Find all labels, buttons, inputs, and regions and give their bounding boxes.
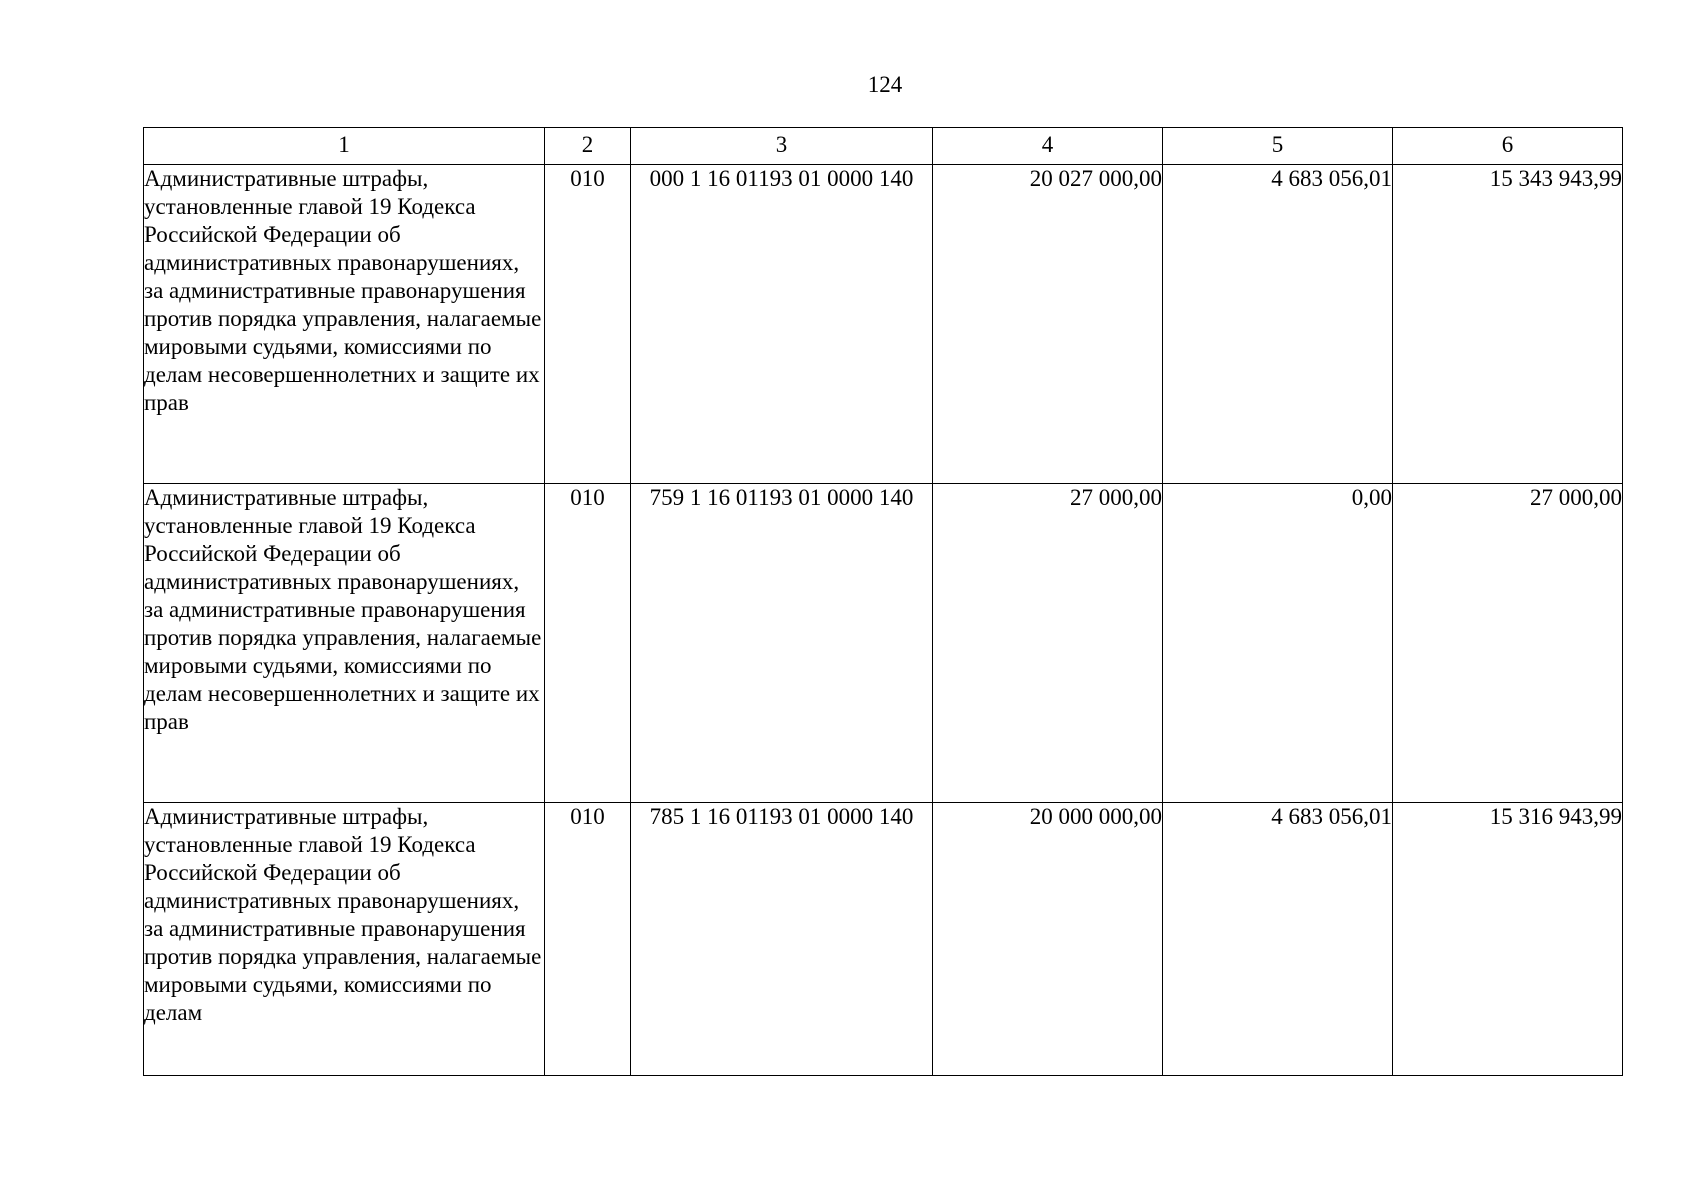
table-row <box>144 484 1623 803</box>
column-header-1: 1 <box>144 128 545 165</box>
row-description: Административные штрафы, установленные главой 19 Кодекса Российской Федерации об административных правонарушениях, за административные правонарушения против порядка управления, налагаемые мировыми судьями, комиссиями по делам <box>144 803 545 1076</box>
row-approved-amount: 27 000,00 <box>933 484 1163 803</box>
row-income-code: 759 1 16 01193 01 0000 140 <box>631 484 933 803</box>
row-executed-amount: 0,00 <box>1163 484 1393 803</box>
row-unexecuted-amount: 15 316 943,99 <box>1393 803 1623 1076</box>
column-header-4: 4 <box>933 128 1163 165</box>
column-header-6: 6 <box>1393 128 1623 165</box>
column-header-2: 2 <box>545 128 631 165</box>
column-header-5: 5 <box>1163 128 1393 165</box>
row-income-code: 000 1 16 01193 01 0000 140 <box>631 165 933 484</box>
report-table <box>143 127 1623 1076</box>
row-line-code: 010 <box>545 165 631 484</box>
page-number: 124 <box>867 72 903 97</box>
row-line-code: 010 <box>545 803 631 1076</box>
row-executed-amount: 4 683 056,01 <box>1163 803 1393 1076</box>
row-unexecuted-amount: 27 000,00 <box>1393 484 1623 803</box>
row-description: Административные штрафы, установленные главой 19 Кодекса Российской Федерации об административных правонарушениях, за административные правонарушения против порядка управления, налагаемые мировыми судьями, комиссиями по делам несовершеннолетних и защите их прав <box>144 165 545 484</box>
table-header-row <box>144 128 1623 165</box>
row-approved-amount: 20 000 000,00 <box>933 803 1163 1076</box>
row-executed-amount: 4 683 056,01 <box>1163 165 1393 484</box>
row-unexecuted-amount: 15 343 943,99 <box>1393 165 1623 484</box>
column-header-3: 3 <box>631 128 933 165</box>
row-approved-amount: 20 027 000,00 <box>933 165 1163 484</box>
row-description: Административные штрафы, установленные главой 19 Кодекса Российской Федерации об административных правонарушениях, за административные правонарушения против порядка управления, налагаемые мировыми судьями, комиссиями по делам несовершеннолетних и защите их прав <box>144 484 545 803</box>
table-row <box>144 803 1623 1076</box>
table-row <box>144 165 1623 484</box>
row-income-code: 785 1 16 01193 01 0000 140 <box>631 803 933 1076</box>
row-line-code: 010 <box>545 484 631 803</box>
